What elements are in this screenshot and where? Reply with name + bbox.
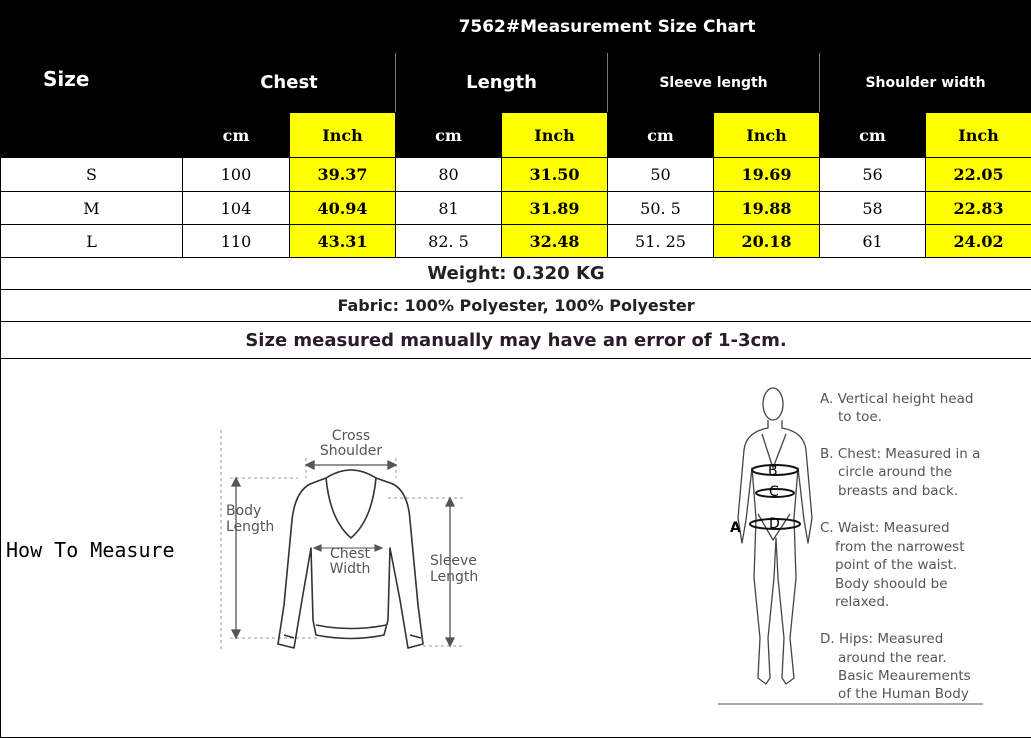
size-cell: M	[1, 192, 183, 225]
table-row	[1, 192, 1031, 225]
sweater-diagram	[218, 420, 480, 660]
length-inch-unit: Inch	[502, 113, 608, 158]
human-body-icon	[738, 388, 812, 684]
length-inch-cell: 32.48	[502, 225, 608, 258]
length-cm-cell: 80	[396, 158, 502, 192]
legend-c-line-3: point of the waist.	[835, 557, 958, 573]
cross-label-1: Cross	[331, 428, 371, 444]
body-label-1: Body	[226, 503, 262, 519]
chest-cm-unit: cm	[183, 113, 290, 158]
length-cm-cell: 81	[396, 192, 502, 225]
legend-a-line-2: to toe.	[838, 409, 882, 425]
sleeve-header: Sleeve length	[608, 53, 820, 113]
legend-d-line-3: Basic Meaurements	[838, 668, 971, 684]
size-cell: L	[1, 225, 183, 258]
sleeve-cm-cell: 50. 5	[608, 192, 714, 225]
chest-label-1: Chest	[329, 546, 371, 562]
size-header: Size	[1, 1, 183, 158]
chest-inch-cell: 40.94	[290, 192, 396, 225]
sleeve-inch-cell: 20.18	[714, 225, 820, 258]
sleeve-cm-cell: 50	[608, 158, 714, 192]
sleeve-label-1: Sleeve	[430, 553, 477, 569]
chest-header: Chest	[183, 53, 396, 113]
legend-b-line-3: breasts and back.	[838, 483, 959, 499]
size-cell: S	[1, 158, 183, 192]
sleeve-inch-unit: Inch	[714, 113, 820, 158]
guide-lines	[221, 430, 463, 650]
body-length-arrow	[232, 478, 240, 638]
how-to-measure-label: How To Measure	[6, 538, 175, 562]
sleeve-cm-cell: 51. 25	[608, 225, 714, 258]
body-measurement-diagram	[718, 378, 988, 708]
chest-cm-cell: 100	[183, 158, 290, 192]
table-row	[1, 225, 1031, 258]
legend-c-line-5: relaxed.	[835, 594, 890, 610]
table-row	[1, 158, 1031, 192]
sleeve-inch-cell: 19.69	[714, 158, 820, 192]
legend-c-line-2: from the narrowest	[835, 539, 965, 555]
legend-b-line-2: circle around the	[838, 464, 953, 480]
shoulder-cm-cell: 56	[820, 158, 926, 192]
body-legend	[820, 391, 980, 702]
shoulder-cm-cell: 61	[820, 225, 926, 258]
marker-d: D	[769, 516, 780, 532]
marker-b: B	[768, 463, 778, 479]
shoulder-cm-cell: 58	[820, 192, 926, 225]
chart-title: 7562#Measurement Size Chart	[183, 1, 1031, 53]
weight-row: Weight: 0.320 KG	[1, 258, 1031, 290]
chest-inch-cell: 39.37	[290, 158, 396, 192]
error-note-row: Size measured manually may have an error of 1-3cm.	[1, 322, 1031, 359]
chest-cm-cell: 110	[183, 225, 290, 258]
marker-a: A	[730, 520, 741, 536]
chest-cm-cell: 104	[183, 192, 290, 225]
sleeve-label-2: Length	[430, 569, 479, 585]
sleeve-cm-unit: cm	[608, 113, 714, 158]
legend-d-line-4: of the Human Body	[838, 686, 969, 702]
legend-d-line-2: around the rear.	[838, 650, 947, 666]
sleeve-inch-cell: 19.88	[714, 192, 820, 225]
cross-shoulder-arrow	[306, 461, 396, 469]
length-cm-cell: 82. 5	[396, 225, 502, 258]
chest-inch-cell: 43.31	[290, 225, 396, 258]
shoulder-header: Shoulder width	[820, 53, 1031, 113]
body-label-2: Length	[226, 519, 275, 535]
length-inch-cell: 31.50	[502, 158, 608, 192]
marker-c: C	[769, 484, 779, 500]
chest-label-2: Width	[329, 561, 371, 577]
cross-label-2: Shoulder	[319, 443, 383, 459]
legend-c-line-4: Body shoould be	[835, 576, 948, 592]
shoulder-inch-cell: 22.83	[926, 192, 1031, 225]
shoulder-inch-cell: 24.02	[926, 225, 1031, 258]
length-cm-unit: cm	[396, 113, 502, 158]
legend-b-line-1: B. Chest: Measured in a	[820, 446, 981, 462]
chest-inch-unit: Inch	[290, 113, 396, 158]
legend-c-line-1: C. Waist: Measured	[820, 520, 950, 536]
shoulder-inch-unit: Inch	[926, 113, 1031, 158]
fabric-row: Fabric: 100% Polyester, 100% Polyester	[1, 290, 1031, 322]
legend-a-line-1: A. Vertical height head	[820, 391, 974, 407]
shoulder-inch-cell: 22.05	[926, 158, 1031, 192]
shoulder-cm-unit: cm	[820, 113, 926, 158]
length-header: Length	[396, 53, 608, 113]
legend-d-line-1: D. Hips: Measured	[820, 631, 944, 647]
length-inch-cell: 31.89	[502, 192, 608, 225]
